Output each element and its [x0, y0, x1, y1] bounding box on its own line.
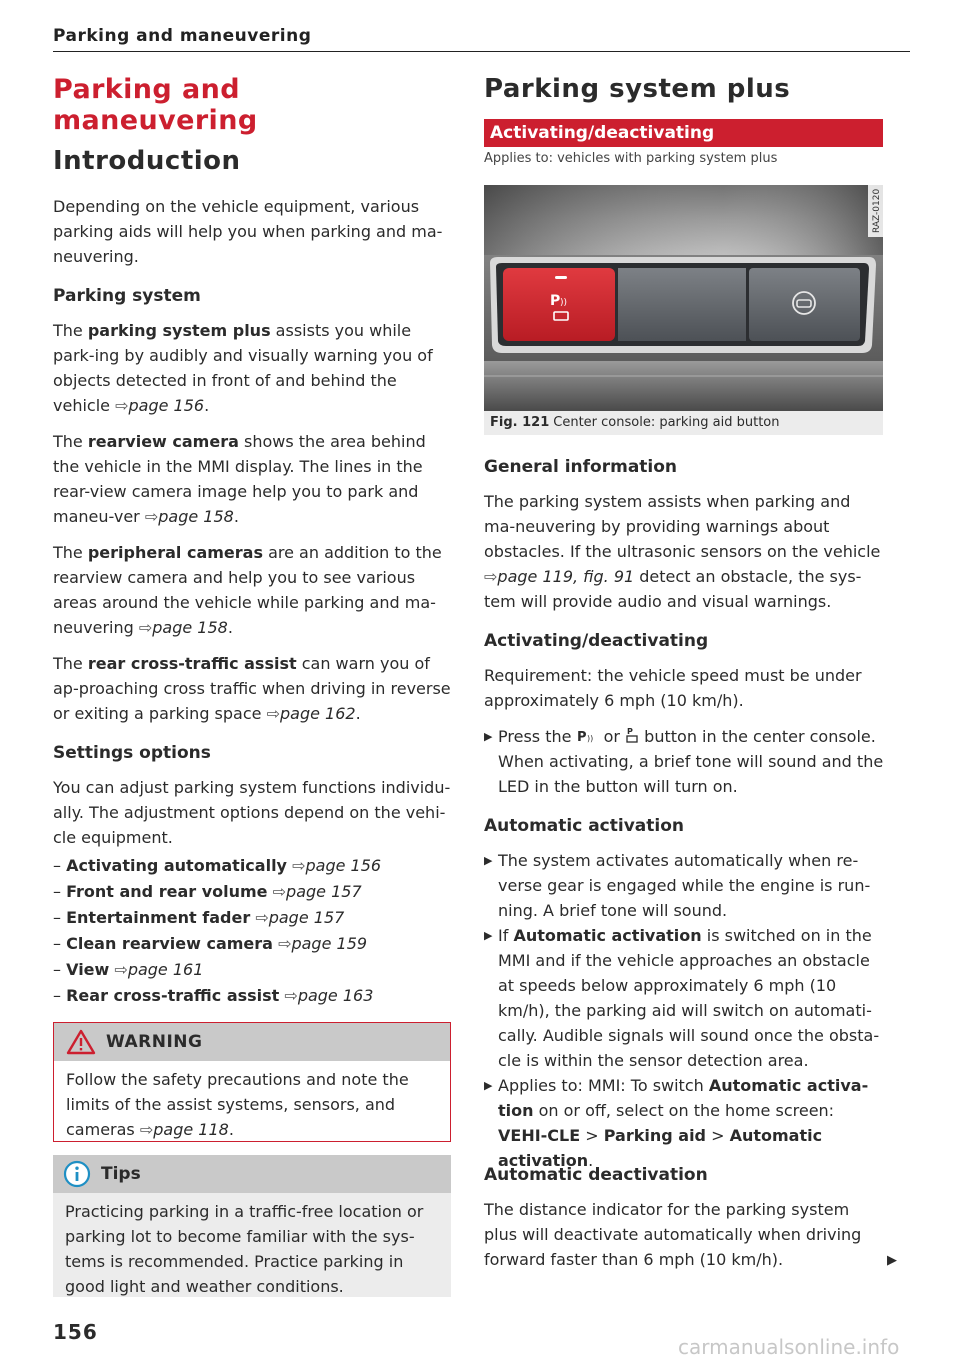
paragraph-rear-cross-traffic: The rear cross-traffic assist can warn you of ap-proaching cross traffic when driving in reverse or exiting a parking space ⇨page 162.	[53, 654, 451, 723]
automatic-activation-step-3: ▶ Applies to: MMI: To switch Automatic activa-tion on or off, select on the home screen: VEHI-CLE > Parking aid > Automatic activation.	[484, 1073, 888, 1173]
page-ref-arrow-icon: ⇨	[484, 567, 498, 586]
watermark: carmanualsonline.info	[678, 1335, 900, 1359]
page-ref-link[interactable]: page 162	[279, 704, 356, 723]
applies-to-note: Applies to: vehicles with parking system plus	[484, 151, 778, 166]
page-ref-link[interactable]: page 163	[297, 986, 374, 1005]
warning-box	[53, 1022, 451, 1142]
svg-text:)): ))	[560, 298, 568, 308]
figure-code: RAZ-0120	[872, 188, 882, 233]
info-icon	[63, 1160, 91, 1188]
page-ref-arrow-icon: ⇨	[114, 960, 128, 979]
menu-path-vehicle: VEHI-CLE	[498, 1126, 581, 1145]
page-ref-arrow-icon: ⇨	[292, 856, 306, 875]
parking-button-icon	[577, 729, 599, 743]
figure-center-console	[484, 185, 883, 411]
step-arrow-icon: ▶	[484, 730, 493, 743]
page-ref-arrow-icon: ⇨	[255, 908, 269, 927]
activation-requirement: Requirement: the vehicle speed must be under approximately 6 mph (10 km/h).	[484, 666, 862, 710]
page-ref-link[interactable]: page 158	[152, 618, 228, 637]
page-ref-link[interactable]: page 158	[158, 507, 234, 526]
warning-triangle-icon	[66, 1029, 96, 1055]
heading-automatic-deactivation: Automatic deactivation	[484, 1165, 708, 1185]
paragraph-rearview-camera: The rearview camera shows the area behind the vehicle in the MMI display. The lines in the rear-view camera image help you to park and maneu-ver ⇨page 158.	[53, 432, 426, 526]
page-number: 156	[53, 1320, 98, 1344]
warning-label: WARNING	[106, 1032, 203, 1052]
svg-text:P: P	[576, 730, 587, 743]
page-ref-arrow-icon: ⇨	[144, 507, 159, 526]
settings-paragraph: You can adjust parking system functions individu-ally. The adjustment options depend on the vehi-cle equipment.	[53, 778, 451, 847]
paragraph-peripheral-cameras: The peripheral cameras are an addition to the rearview camera and help you to see various areas around the vehicle while parking and ma-neuvering ⇨page 158.	[53, 543, 442, 637]
section-title-parking-system-plus: Parking system plus	[484, 74, 791, 104]
list-item: – View ⇨page 161	[53, 960, 204, 979]
automatic-deactivation-paragraph: The distance indicator for the parking system plus will deactivate automatically when driving forward faster than 6 mph (10 km/h).	[484, 1200, 862, 1269]
warning-text: Follow the safety precautions and note the limits of the assist systems, sensors, and cameras ⇨page 118.	[66, 1070, 409, 1139]
page-ref-arrow-icon: ⇨	[115, 396, 129, 415]
step-arrow-icon: ▶	[484, 854, 493, 867]
figure-caption: Fig. 121 Center console: parking aid button	[484, 411, 883, 435]
heading-settings-options: Settings options	[53, 743, 211, 763]
heading-automatic-activation: Automatic activation	[484, 816, 684, 836]
page-ref-arrow-icon: ⇨	[138, 618, 153, 637]
page-ref-arrow-icon: ⇨	[272, 882, 287, 901]
list-item: – Activating automatically ⇨page 156	[53, 856, 382, 875]
page-ref-link[interactable]: page 157	[286, 882, 362, 901]
page-ref-link[interactable]: page 119, fig. 91	[497, 567, 635, 586]
tips-label: Tips	[101, 1164, 141, 1184]
paragraph-parking-system-plus: The parking system plus assists you while park-ing by audibly and visually warning you of objects detected in front of and behind the vehicle ⇨page 156.	[53, 321, 433, 415]
page-ref-link[interactable]: page 157	[268, 908, 345, 927]
general-information-paragraph: The parking system assists when parking and ma-neuvering by providing warnings about obstacles. If the ultrasonic sensors on the vehicle ⇨page 119, fig. 91 detect an obstacle, the sys-tem will provide audio and visual warnings.	[484, 492, 881, 611]
heading-general-information: General information	[484, 457, 678, 477]
automatic-activation-step-2: ▶ If Automatic activation is switched on in the MMI and if the vehicle approaches an obstacle at speeds below approximately 6 mph (10 km/h), the parking aid will switch on automati-cally. Audible signals will sound once the obsta-cle is within the sensor detection area.	[484, 923, 888, 1073]
page-ref-link[interactable]: page 161	[127, 960, 204, 979]
center-console-illustration	[484, 185, 883, 411]
automatic-activation-step-1: ▶ The system activates automatically when re-verse gear is engaged while the engine is run-ning. A brief tone will sound.	[484, 848, 888, 923]
svg-text:)): ))	[586, 734, 593, 743]
step-arrow-icon: ▶	[484, 1079, 493, 1092]
menu-path-automatic-activation: Automatic activation	[498, 1126, 823, 1170]
parking-aid-button-icon	[625, 726, 639, 744]
subsection-banner: Activating/deactivating	[484, 119, 883, 147]
list-item: – Entertainment fader ⇨page 157	[53, 908, 345, 927]
section-title-introduction: Introduction	[53, 146, 241, 176]
step-arrow-icon: ▶	[484, 929, 493, 942]
intro-paragraph: Depending on the vehicle equipment, various parking aids will help you when parking and ma-neuvering.	[53, 197, 443, 266]
running-header: Parking and maneuvering	[53, 26, 312, 46]
list-item: – Clean rearview camera ⇨page 159	[53, 934, 368, 953]
page-ref-arrow-icon: ⇨	[266, 704, 280, 723]
page-ref-link[interactable]: page 159	[291, 934, 368, 953]
page-ref-arrow-icon: ⇨	[278, 934, 292, 953]
heading-parking-system: Parking system	[53, 286, 201, 306]
chapter-title-line1: Parking and	[53, 74, 240, 105]
list-item: – Rear cross-traffic assist ⇨page 163	[53, 986, 374, 1005]
heading-activating-deactivating: Activating/deactivating	[484, 631, 709, 651]
menu-path-parking-aid: Parking aid	[603, 1126, 707, 1145]
tips-header	[53, 1155, 451, 1193]
header-rule	[53, 51, 910, 52]
page-ref-link[interactable]: page 118	[153, 1120, 229, 1139]
tips-text: Practicing parking in a traffic-free location or parking lot to become familiar with the sys-tems is recommended. Practice parking in good light and weather conditions.	[65, 1202, 424, 1296]
page-ref-link[interactable]: page 156	[128, 396, 205, 415]
settings-list	[53, 853, 451, 1009]
page-ref-arrow-icon: ⇨	[284, 986, 298, 1005]
svg-text:P: P	[627, 727, 633, 736]
page-ref-arrow-icon: ⇨	[139, 1120, 154, 1139]
chapter-title-line2: maneuvering	[53, 105, 258, 136]
continued-arrow-icon: ▶	[887, 1253, 897, 1268]
list-item: – Front and rear volume ⇨page 157	[53, 882, 362, 901]
activation-instruction: ▶ Press the P )) or P button in the center console. When activating, a brief tone will sound and the LED in the button will turn on.	[484, 724, 888, 799]
tips-box	[53, 1155, 451, 1297]
page-ref-link[interactable]: page 156	[305, 856, 382, 875]
warning-header	[54, 1023, 450, 1061]
svg-text:P: P	[550, 293, 561, 309]
